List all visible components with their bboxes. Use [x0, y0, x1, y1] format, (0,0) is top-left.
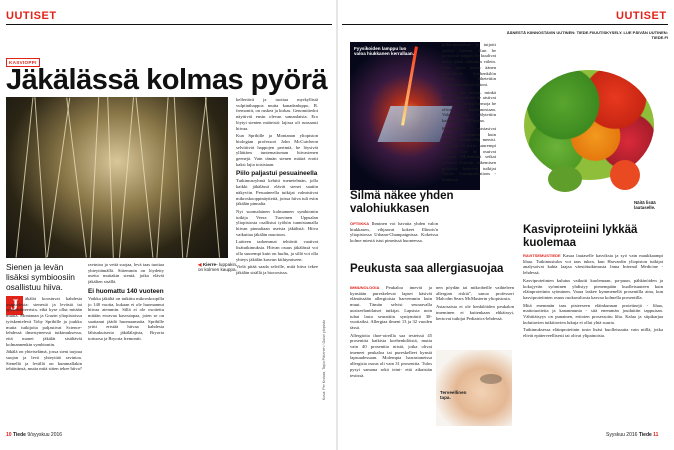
right-folio-mag: Tiede: [638, 432, 652, 438]
left-col3-para6: Vielä pitää saada selville, mitä hiiva tekee jäkälän sisällä ja biooosissa.: [236, 264, 318, 275]
story3-col-text: Kasaa lautaselle kasviksia ja syö vain maukkaampi lihaa. Tutkimustulos voi taas tukea, kun Harvardin yliopiston tutkijat analysoivat kahta laajaa väestötutkimusta Jama Internal Medicine -lehdessä.: [523, 253, 663, 276]
left-folio-issue: 9/syyskuu 2016: [27, 432, 63, 438]
left-col3-subhead: Piilo paljastui pesuaineella: [236, 170, 318, 178]
story2-col2-para: nen pöydän tai mikrobeille vaihteleen allergian riskiä", sanoo professori Malcolm Sears McMasterin yliopistosta.: [436, 285, 514, 302]
right-folio-num: 11: [653, 432, 659, 438]
left-col1: [6, 296, 82, 418]
left-col1-para: äkälät koostuvat kahdesta osapuolesta: sienestä ja levästä tai syanobakteerista, eikä kyse ollut mitään muuta. Montanan ja Grazin yliopistoissa työskentelevä Toby Spribille ja joukko muita tutkijoita paljastivat Science-lehdessä ilmestyneessä tutkimuksessa, että monet jäkälät sisältävät kolmannenkin symbiontin.: [6, 296, 82, 347]
story2-col2-para2: Asiaosaisia ei ole henkilöiden peukalon imeminen ei kuitenkaan ehkäissyt, kertovat tutkijat Pediatrics-lehdessä.: [436, 304, 514, 321]
dropcap-letter: J: [10, 297, 19, 314]
left-top-rule: [6, 24, 332, 25]
right-folio-issue: Syyskuu 2016: [606, 432, 638, 438]
left-headline: Jäkälässä kolmas pyörä: [6, 64, 328, 96]
right-top-rule: [342, 24, 668, 25]
left-col3: [236, 97, 318, 418]
left-folio-mag: Tiede: [12, 432, 26, 438]
story3-headline: Kasviproteiini lykkää kuolemaa: [523, 224, 638, 249]
story3-col-para2: Kasviproteiinien kulutus vaikutti kuolemaan, pa-puun, pähkinöiden ja kokojyvän syöminen yhdistyy pienempään kuolleisuuteen kuin eläinproteiinin syöminen. Vaara laskee kymmenellä prosentilla aina, kun kasviproteiinien osuus ruokavaliosta kasvaa kolmella prosentilla.: [523, 277, 663, 300]
right-section-label: UUTISET: [616, 10, 667, 22]
vegetables-photo-caption: Näitä lisää lautaselle.: [634, 200, 656, 211]
story1-col2: [442, 42, 496, 256]
caption-title: Kierre-: [202, 262, 218, 267]
left-col2-para: ravintoa ja vettä suojaa, levä taas tuottaa yhteyttämällä. Sittemmin on löydetty useita muitakin sieniä, jotka elävät jäkälien sisällä.: [88, 262, 164, 285]
story2-kicker: IMMUNOLOGIA: [350, 285, 380, 290]
baby-photo: [436, 350, 512, 426]
left-col3-para: kellertävä ja tuottaa myrkyllistä vulpiinihappoa mutta kanadanluppo, B. fremontii, on ruskea ja kirkas. Genomitiedot näyttivät ensin olevan samanlaisia. Ero löytyi sienten määristä: lajissa oli runsaasti hiivaa.: [236, 97, 318, 131]
story3-col-para3: Mitä enemmän taas pisteeseen eläinkunnan proteiinejä - lihaa, maitotuotteita ja kananmunia - sitä enemmän jouduttiin tappuisan. Vähittäisyys on punainen, eritoten prosessoitu liha. Kalaa ja siipikarjaa kuluttavien tutkittavien lukuja ei ollut yhtä suuria.: [523, 302, 663, 325]
left-col3-para3: Tutkimusryhmä kehitti menetelmän, jolla kaikki jäkälässä elävät sienet saatiin näkyviin. Pesuaineella tutkijat valmistivat mikroskooppinäytteitä, joissa hiiva tuli esiin jäkälän pinnalta.: [236, 178, 318, 207]
left-col1-para2: Jäkälä on yhteiselämä, jossa sieni tarjoaa suojan ja levä yhteyttää ravintoa. Sienellä ja levällä on kummallakin tehtävänsä, mutta mitä sitten tekee hiiva?: [6, 349, 82, 372]
left-folio-num: 10: [6, 432, 12, 438]
story1-col1-text: Ihminen voi havaita yhden valon hiukkasen, vihjaavat kokeet Illinois'n yliopistossa Urbana-Champaignissa. Kokeissa kolme miestä istui pimeässä huoneessa.: [350, 221, 438, 244]
left-col3-para5: Laitteen tarkemmat tehtävät vaativat lisätutkimuksia. Hiivan osuus jäkälässä voi olla suurempi kuin on luultu, ja sillä voi olla yhteys jäkälän kasvun kiihtymiseen.: [236, 239, 318, 262]
left-col2: [88, 262, 164, 418]
left-folio: [6, 432, 62, 438]
left-col3-para2: Kun Spribille ja Montanan yliopiston biologian professori John McCutcheon selvittivät happojen perimiä, he löysivät yllättäen tuntemattoman hiivasienen geenejä. Vain tämän sienen määrä erotti kaksi lajia toisistaan.: [236, 133, 318, 167]
kasvioppi-tag: KASVIOPPI: [6, 58, 40, 67]
story1-col2-para: pilkkopimeässä ja tuijotti optista laitetta. Kun he painoivat nappia, he kuulivat kaksi ääntä sekunnin välein. Aika ajoin toisen äänen yhteydessä koehenkilön silmiin lähetettiin valohiukkanen eli fotoni.: [442, 42, 496, 87]
story1-col1: [350, 221, 438, 257]
left-col2-para2: Vaikka jäkäliä on tutkittu mikroskoopilla jo 140 vuotta, kukaan ei ole huomannut hiivaa aiemmin. Sillä ei ole osoitettu mitään eroavaa kasvutapaa, joten se on saattanut jäädä huomaamatta. Spribille yritti eristää hiivaa kahdesta lähisukuisesta jäkälälajista, Bryoria tortuosa ja Bryoria fremontii.: [88, 295, 164, 341]
story2-headline: Peukusta saa allergiasuojaa: [350, 263, 504, 275]
story1-col2-para2: Miesten piti kertoa, minkä äänen yhteydessä he aistivat fotonin ja kuinka varmoja he olivat havainnostaan. Valohiukkasta välytettiin kaikkiaan 2 400 kertaa.: [442, 89, 496, 124]
right-page: [338, 0, 674, 450]
story2-col2: [436, 285, 514, 347]
story1-headline: Silmä näkee yhden valohiukkasen: [350, 190, 454, 215]
lichen-photo: [6, 97, 228, 258]
right-header-note: ÄÄNESTÄ KIINNOSTAVIN UUTINEN: TIEDE.FI/UUTISKYSELY. LUE PÄIVÄN UUTINEN: TIEDE.FI: [506, 30, 668, 40]
caption-arrow-icon: ◀: [198, 262, 203, 267]
photon-photo-caption: Fyysikoiden lamppu luo valoa hiukkanen kerrallaan.: [354, 46, 415, 57]
vegetables-photo: [510, 42, 670, 220]
right-folio: [606, 432, 658, 438]
story1-col2-para3: Koehenkilöt vastasivat oikein paremmin kuin pelkällä arvauksella menisi. Varmuus oli myös suurempi silloin, kun he osuivat oikeaan. Molemmat seikat puhuvat fotonin näkemisen puolesta, kertovat tutkijat Nature Communications -lehdessä.: [442, 125, 496, 183]
left-section-label: UUTISET: [6, 10, 57, 22]
story3-col: [523, 253, 663, 425]
lead-text: Sienen ja levän lisäksi symbioosiin osallistuu hiiva.: [6, 262, 75, 292]
left-col3-para4: Nyt suomalainen kolmannen symbiontin tutkija Veera Tuovinen Uppsalan yliopistosta osallistui työhön tunnistamalla hiivan pinnaltaan useista jäkälistä. Hiiva vaikuttaa jäkälän muotoon.: [236, 208, 318, 237]
story1-kicker: OPTIIKKA: [350, 221, 370, 226]
story2-col1: [350, 285, 432, 425]
baby-photo-caption: Terveellinen tapa.: [440, 390, 467, 401]
lichen-photo-caption: [198, 262, 238, 273]
story2-col1-para2: Allergioita ihoe-oireilla saa testeissä 45 prosenttia kaikista koehenkilöistä, mutta vain 40 prosenttia niistä, jotka olivat imeneet peukaloa tai pureskelleet kynsiä lapsuudessaan. Molempia harrastaneissa allergisia osuus oli vain 31 prosenttia. Tulos pysyi samana sekä teini- että aikuisiän testissä.: [350, 332, 432, 378]
story2-col1-text: Peukaloa imevät ja kynsiään pureskelevat lapset käsivät elämässään allergioista harvemmin kuin muut. Tämän selvisi seuraavalla uusiseelantilaiset tutkijat. Lapsista noin tuhat lasta seurattiin syntymästä 38-vuotiaiksi. Allergiaa ilmeni 13 ja 32 vuoden iässä.: [350, 285, 432, 330]
photo-credit: Kuva: Per Krokaa, Tapio Päivinen / Oulun yliopisto: [322, 319, 326, 400]
left-col2-subhead: Ei huomattu 140 vuoteen: [88, 287, 164, 295]
story3-kicker: RAVITSEMUSTIEDE: [523, 253, 561, 258]
story3-col-para4: Tutkimuksessa eläinproteiinin tosin lisäsi kuolleisuutta vain niillä, jotka elivät epäterveellisesti tai olivat ylipainoisia.: [523, 327, 663, 339]
caption-body: luppakin on kolmen kauppa.: [198, 262, 237, 273]
